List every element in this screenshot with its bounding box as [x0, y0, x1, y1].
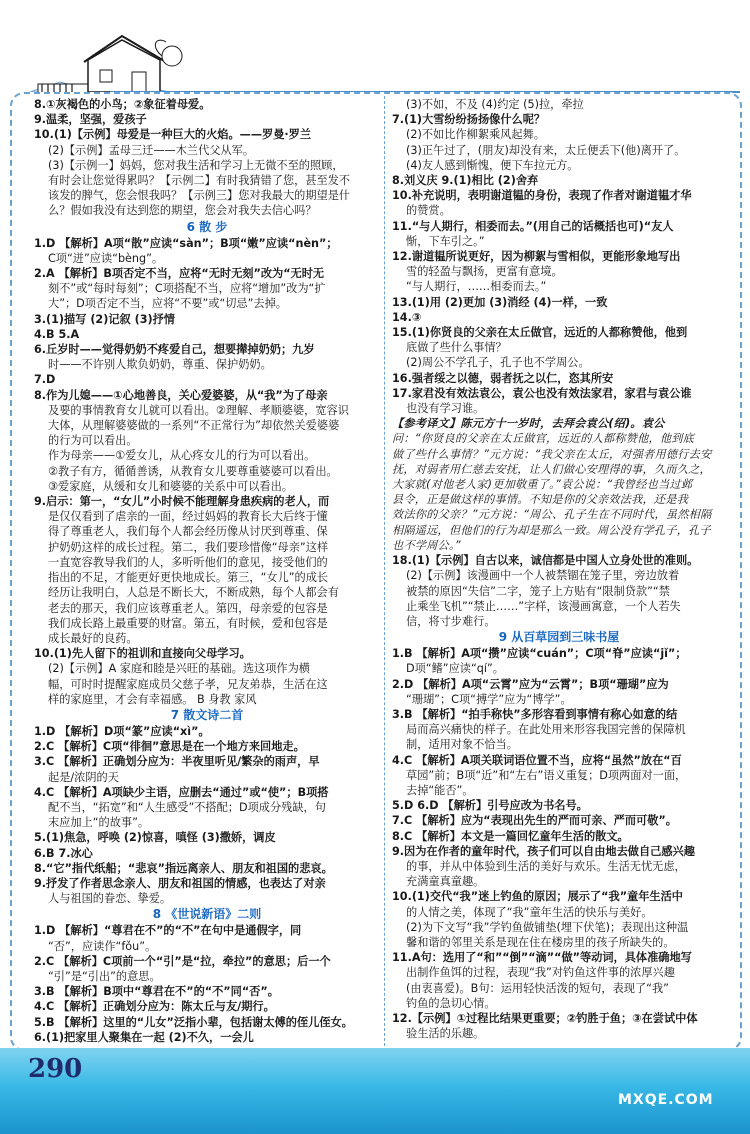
- translation-line: 也不学周公。”: [392, 538, 461, 552]
- answer-line: D项“鳍”应读“qí”。: [406, 662, 504, 676]
- answer-line: 4.B 5.A: [34, 327, 80, 341]
- answer-line: 6.(1)把家里人聚集在一起 (2)不久，一会儿: [34, 1030, 254, 1044]
- answer-line: 一直宽容教导我们的人，多听听他们的意见，接受他们的: [48, 555, 328, 569]
- answer-line: 被禁的原因“失信”二字，笼子上方贴有“限制贷款”“禁: [406, 584, 670, 598]
- answer-line: 15.(1)你贤良的父亲在太丘做官，远近的人都称赞他，他到: [392, 326, 688, 340]
- header-illustration: [0, 0, 750, 100]
- answer-line: 12.谢道韫所说更好，因为柳絮与雪相似，更能形象地写出: [392, 250, 681, 264]
- left-column: [34, 97, 380, 1045]
- answer-line: 成长最好的良药。: [48, 631, 138, 645]
- answer-line: 6.B 7.冰心: [34, 846, 93, 860]
- answer-line: 的赞赏。: [406, 204, 451, 218]
- answer-line: 8.“它”指代纸船；“悲哀”指远离亲人、朋友和祖国的悲哀。: [34, 861, 333, 875]
- section-heading: 6 散 步: [186, 219, 228, 234]
- answer-line: 的行为可以看出。: [48, 434, 138, 448]
- answer-line: 末应加上“的故事”。: [48, 816, 150, 830]
- section-heading: 8 《世说新语》二则: [152, 907, 262, 922]
- answer-line: (3)不如，不及 (4)约定 (5)拉，牵拉: [406, 98, 584, 111]
- answer-line: (4)友人感到惭愧，便下车拉元方。: [406, 158, 579, 172]
- answer-line: 该发的脾气，您会恨我吗？【示例三】您对我最大的期望是什: [48, 189, 351, 203]
- answer-line: 7.D: [34, 373, 56, 387]
- translation-line: 问：“你贤良的父亲在太丘做官，远近的人都称赞他，他到底: [392, 432, 695, 446]
- answer-line: 3.B 【解析】“拍手称快”多形容看到事情有称心如意的结: [392, 707, 678, 721]
- answer-line: 2.C 【解析】C项“徘徊”意思是在一个地方来回地走。: [34, 740, 305, 754]
- answer-line: 出制作鱼饵的过程，表现“我”对钓鱼这件事的浓厚兴趣: [406, 966, 675, 980]
- answer-line: 指出的不足，才能更好更快地成长。第三，“女儿”的成长: [48, 571, 329, 585]
- answer-line: 雪的轻盈与飘扬，更富有意境。: [406, 265, 563, 279]
- answer-line: 幅，可时时提醒家庭成员父慈子孝，兄友弟恭，生活在这: [48, 677, 328, 691]
- answer-line: 刻不”或“每时每刻”；C项搭配不当，应将“增加”改为“扩: [48, 282, 326, 296]
- answer-line: 时——不许别人欺负奶奶，尊重、保护奶奶。: [48, 358, 272, 372]
- answer-line: 3.(1)描写 (2)记叙 (3)抒情: [34, 312, 175, 326]
- answer-line: 及要的事情教育女儿就可以看出。②理解、孝顺婆婆，宽容识: [48, 403, 349, 417]
- answer-line: 10.补充说明，表明谢道韫的身份，表现了作者对谢道韫才华: [392, 189, 692, 203]
- answer-line: (2)【示例】A 家庭和睦是兴旺的基础。选这项作为横: [48, 662, 310, 676]
- answer-line: 11.A句：选用了“和”“倒”“滴”“做”等动词，具体准确地写: [392, 951, 692, 965]
- answer-line: 得了尊重老人，我们每个人都会经历像从讨厌到尊重、保: [48, 525, 328, 539]
- answer-line: 2.A 【解析】B项否定不当，应将“无时无刻”改为“无时无: [34, 267, 325, 281]
- answer-line: 底做了些什么事情？: [406, 341, 507, 355]
- answer-line: 么？假如我没有达到您的期望，您会对我失去信心吗？: [48, 204, 317, 218]
- answer-line: 18.(1)【示例】自古以来，诚信都是中国人立身处世的准则。: [392, 554, 699, 568]
- translation-line: 抚，对弱者用仁慈去安抚，让人们做心安理得的事，久而久之，: [392, 462, 711, 476]
- answer-line: 9.抒发了作者思念亲人、朋友和祖国的情感，也表达了对亲: [34, 876, 326, 890]
- answer-line: 9.温柔，坚强，爱孩子: [34, 113, 147, 127]
- answer-line: 7.C 【解析】应为“表现出先生的严而可亲、严而可敬”。: [392, 814, 677, 828]
- section-heading: 9 从百草园到三味书屋: [498, 630, 620, 645]
- answer-line: 5.(1)焦急，呼唤 (2)惊喜，嗔怪 (3)撒娇，调皮: [34, 831, 276, 845]
- translation-line: 【参考译文】陈元方十一岁时，去拜会袁公(绍)。袁公: [392, 417, 665, 431]
- answer-line: 人与祖国的眷恋、挚爱。: [48, 892, 172, 906]
- answer-line: ②教子有方，循循善诱，从教育女儿要尊重婆婆可以看出。: [48, 464, 338, 478]
- answer-line: 配不当，“拓宽”和“人生感受”不搭配；D项成分残缺，句: [48, 800, 326, 814]
- answer-line: 8.①灰褐色的小鸟；②象征着母爱。: [34, 98, 211, 111]
- answer-line: 4.C 【解析】A项缺少主语，应删去“通过”或“使”；B项搭: [34, 785, 329, 799]
- answer-line: 我们成长路上最重要的财富。第五，有时候，爱和包容是: [48, 616, 328, 630]
- translation-line: 相隔遥远，但他们的行为却是那么一致。周公没有学孔子，孔子: [392, 523, 711, 537]
- answer-line: 的人情之美，体现了“我”童年生活的快乐与美好。: [406, 905, 653, 919]
- answer-line: 充满童真童趣。: [406, 875, 485, 889]
- answer-line: 10.(1)先人留下的祖训和直接向父母学习。: [34, 647, 251, 661]
- page-number: 290: [28, 1054, 83, 1084]
- answer-line: 大”；D项否定不当，应将“不要”或“切忌”去掉。: [48, 297, 287, 311]
- answer-line: ③爱家庭，从缓和女儿和婆婆的关系中可以看出。: [48, 479, 293, 493]
- answer-line: 4.C 【解析】正确划分应为：陈太丘与友/期行。: [34, 1000, 275, 1014]
- answer-line: 17.家君没有效法袁公，袁公也没有效法家君，家君与袁公谁: [392, 386, 692, 400]
- answer-line: (3)【示例一】妈妈，您对我生活和学习上无微不至的照顾，: [48, 158, 344, 172]
- answer-line: “珊瑚”；C项“搏学”应为“博学”。: [406, 692, 572, 706]
- answer-line: “否”，应读作“fǒu”。: [48, 939, 157, 953]
- answer-line: 8.C 【解析】本文是一篇回忆童年生活的散文。: [392, 829, 629, 843]
- answer-line: 8.刘义庆 9.(1)相比 (2)舍弃: [392, 174, 539, 188]
- answer-line: 4.C 【解析】A项关联词语位置不当，应将“虽然”放在“百: [392, 753, 682, 767]
- answer-line: (3)正午过了，(朋友)却没有来，太丘便丢下(他)离开了。: [406, 143, 686, 157]
- answer-line: (2)为下文写“我”学钓鱼做铺垫(埋下伏笔)；表现出这种温: [406, 920, 689, 934]
- answer-line: 有时会让您觉得累吗？【示例二】有时我猜错了您，甚至发不: [48, 174, 351, 188]
- answer-line: 1.D 【解析】A项“散”应读“sàn”；B项“嫩”应读“nèn”；: [34, 236, 338, 250]
- answer-line: 1.B 【解析】A项“攒”应读“cuán”；C项“脊”应读“jǐ”；: [392, 647, 687, 661]
- translation-line: 做了些什么事情？”元方说：“我父亲在太丘，对强者用德行去安: [392, 447, 712, 461]
- answer-line: “引”是“引出”的意思。: [48, 969, 161, 983]
- answer-line: 护奶奶这样的成长过程。第二，我们要珍惜像“母亲”这样: [48, 540, 329, 554]
- answer-line: 9.因为在作者的童年时代，孩子们可以自由地去做自己感兴趣: [392, 844, 695, 858]
- answer-line: 钓鱼的急切心情。: [406, 996, 496, 1010]
- answer-line: 3.C 【解析】正确划分应为：半夜里听见/繁杂的雨声，早: [34, 755, 320, 769]
- answer-line: 7.(1)大雪纷纷扬扬像什么呢？: [392, 113, 546, 127]
- answer-line: 2.D 【解析】A项“云霄”应为“云霄”；B项“珊瑚”应为: [392, 677, 669, 691]
- answer-line: 8.作为儿媳——①心地善良，关心爱婆婆，从“我”为了母亲: [34, 388, 328, 402]
- answer-line: 制，适用对象不恰当。: [406, 738, 518, 752]
- answer-line: 信，将寸步难行。: [406, 614, 496, 628]
- answer-line: 的事，并从中体验到生活的美好与欢乐。生活无忧无虑，: [406, 859, 686, 873]
- footer-band: [0, 1048, 750, 1134]
- answer-line: 惭，下车引之。”: [406, 234, 485, 248]
- answer-line: 老去的那天，我们应该尊重老人。第四，母亲爱的包容是: [48, 601, 328, 615]
- answer-line: 也没有学习谁。: [406, 402, 485, 416]
- answer-line: 样的家庭里，才会有幸福感。 B 身教 家风: [48, 692, 257, 706]
- answer-line: 3.B 【解析】B项中“尊君在不”的“不”同“否”。: [34, 985, 279, 999]
- answer-line: 1.D 【解析】“尊君在不”的“不”在句中是通假字，同: [34, 924, 302, 938]
- answer-line: (2)【示例】该漫画中一个人被禁锢在笼子里，旁边放着: [406, 569, 680, 583]
- site-watermark: MXQE.COM: [618, 1092, 714, 1108]
- answer-line: 1.D 【解析】D项“篆”应读“xì”。: [34, 724, 210, 738]
- answer-line: 14.③: [392, 310, 422, 324]
- answer-line: 验生活的乐趣。: [406, 1027, 485, 1041]
- answer-line: 起是/浓阴的天: [48, 770, 119, 784]
- answer-line: 13.(1)用 (2)更加 (3)消经 (4)一样，一致: [392, 295, 608, 309]
- answer-line: 10.(1)【示例】母爱是一种巨大的火焰。——罗曼·罗兰: [34, 128, 312, 142]
- answer-line: 11.“与人期行，相委而去。”(用自己的话概括也可)“友人: [392, 219, 674, 233]
- answer-line: 6.丘岁时——觉得奶奶不疼爱自己，想要撵掉奶奶；九岁: [34, 343, 315, 357]
- translation-line: 效法你的父亲？”元方说：“周公、孔子生在不同时代，虽然相隔: [392, 508, 712, 522]
- answer-line: 是仅仅看到了虐亲的一面，经过妈妈的教育长大后终于懂: [48, 510, 328, 524]
- translation-line: 大家就(对他老人家)更加敬重了。”袁公说：“我曾经也当过邺: [392, 478, 693, 492]
- section-heading: 7 散文诗二首: [170, 707, 244, 722]
- answer-line: 作为母亲——①爱女儿，从心疼女儿的行为可以看出。: [48, 449, 316, 463]
- answer-line: 止乘坐飞机”“禁止……”字样，该漫画寓意，一个人若失: [406, 599, 681, 613]
- answer-line: 经历让我明白，人总是不断长大，不断成熟，每个人都会有: [48, 586, 339, 600]
- answer-line: “与人期行，……相委而去。”: [406, 280, 547, 294]
- answer-line: 去掉“能否”。: [406, 783, 474, 797]
- answer-line: 局而高兴痛快的样子。在此处用来形容我国完善的保障机: [406, 723, 686, 737]
- right-column: [392, 97, 726, 1041]
- answer-line: 9.启示：第一，“女儿”小时候不能理解身患疾病的老人，而: [34, 495, 330, 509]
- answer-line: (2)周公不学孔子，孔子也不学周公。: [406, 356, 590, 370]
- answer-line: 5.D 6.D 【解析】引号应改为书名号。: [392, 799, 588, 813]
- answer-line: (2)不如比作柳絮乘风起舞。: [406, 128, 545, 142]
- answer-line: (2)【示例】孟母三迁——木兰代父从军。: [48, 143, 255, 157]
- answer-line: 大体，从理解婆婆做的一系列“不正常行为”却依然关爱婆婆: [48, 419, 340, 433]
- answer-line: 2.C 【解析】C项前一个“引”是“拉，牵拉”的意思；后一个: [34, 954, 331, 968]
- answer-line: 草园”前；B项“近”和“左右”语义重复；D项两面对一面，: [406, 768, 687, 782]
- translation-line: 县令，正是做这样的事情。不知是你的父亲效法我，还是我: [392, 493, 689, 507]
- answer-line: (由衷喜爱)。B句：运用轻快活泼的短句，表现了“我”: [406, 981, 669, 995]
- answer-line: 16.强者绥之以德，弱者抚之以仁，恣其所安: [392, 371, 614, 385]
- column-divider: [384, 96, 385, 1046]
- answer-line: 12.【示例】①过程比结果更重要；②钓胜于鱼；③在尝试中体: [392, 1011, 698, 1025]
- answer-line: 5.B 【解析】这里的“儿女”泛指小辈，包括谢太傅的侄儿侄女。: [34, 1015, 353, 1029]
- answer-line: C项“迸”应读“bèng”。: [48, 251, 164, 265]
- answer-line: 馨和谐的邻里关系是现在住在楼房里的孩子所缺失的。: [406, 935, 675, 949]
- answer-line: 10.(1)交代“我”迷上钓鱼的原因；展示了“我”童年生活中: [392, 890, 683, 904]
